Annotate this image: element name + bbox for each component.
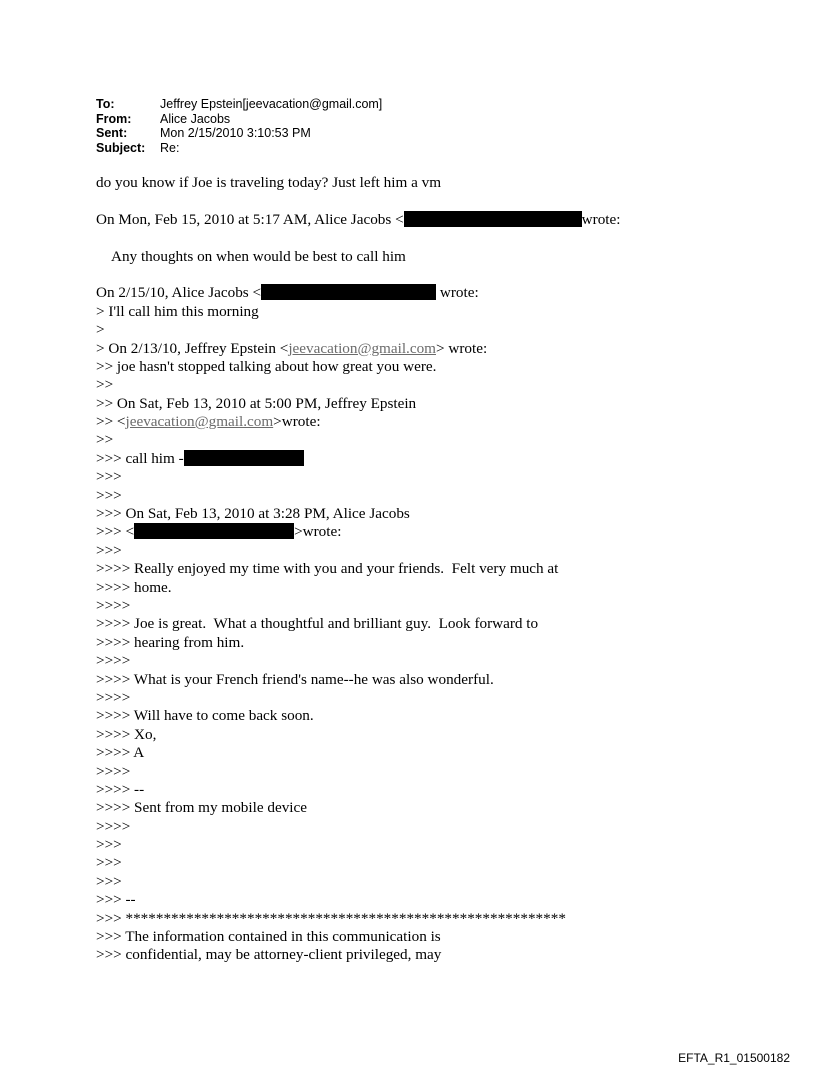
- to-row: [96, 97, 382, 112]
- quote-line: >>>>: [96, 762, 131, 780]
- document-id: EFTA_R1_01500182: [678, 1051, 790, 1065]
- quote-header-line: [96, 413, 756, 431]
- quote-header-text: On 2/15/10, Alice Jacobs <: [96, 284, 262, 302]
- quote-line: >>>: [96, 541, 122, 559]
- from-row: [96, 112, 382, 127]
- quote-header-text: On Mon, Feb 15, 2010 at 5:17 AM, Alice Jacobs <: [96, 210, 404, 228]
- from-label: From:: [96, 111, 132, 126]
- email-body: [96, 174, 756, 965]
- quote-line: >>> confidential, may be attorney-client privileged, may: [96, 946, 442, 964]
- body-line: do you know if Joe is traveling today? Just left him a vm: [96, 174, 442, 191]
- quote-line: >>>: [96, 468, 122, 486]
- quote-header-line: [96, 523, 756, 541]
- quote-line: >>>> Sent from my mobile device: [96, 799, 307, 817]
- email-link[interactable]: jeevacation@gmail.com: [288, 339, 436, 357]
- quote-header-wrote: wrote:: [436, 284, 479, 302]
- from-value: Alice Jacobs: [160, 111, 231, 126]
- quote-line: > I'll call him this morning: [96, 302, 259, 320]
- quote-header-line: [96, 211, 756, 229]
- to-label: To:: [96, 97, 115, 111]
- quote-line: >>>> Xo,: [96, 725, 157, 743]
- quote-line: >>>> A: [96, 744, 145, 762]
- quote-line: >>>>: [96, 817, 131, 835]
- quote-line: >>> **********************************************************: [96, 909, 566, 927]
- quote-line: >>>> What is your French friend's name--he was also wonderful.: [96, 670, 494, 688]
- subject-row: [96, 141, 382, 156]
- quote-line: >>>> home.: [96, 578, 172, 596]
- quote-text: >>> call him -: [96, 449, 184, 467]
- quote-header-text: >>> <: [96, 523, 135, 541]
- quote-line: >: [96, 321, 105, 339]
- quote-line: >>>> Will have to come back soon.: [96, 707, 314, 725]
- quote-header-text: >> <: [96, 413, 126, 431]
- quote-line: >> On Sat, Feb 13, 2010 at 5:00 PM, Jeffrey Epstein: [96, 394, 417, 412]
- quote-line: >>>: [96, 836, 122, 854]
- quote-line: >>>>: [96, 596, 131, 614]
- quote-line: >>>> hearing from him.: [96, 633, 245, 651]
- email-link[interactable]: jeevacation@gmail.com: [125, 413, 274, 431]
- quote-line: [96, 450, 756, 468]
- quote-line: >>>: [96, 872, 122, 890]
- redaction-box: [404, 211, 582, 227]
- redaction-box: [261, 284, 436, 300]
- quote-line: >>> On Sat, Feb 13, 2010 at 3:28 PM, Alice Jacobs: [96, 505, 410, 523]
- redaction-box: [184, 450, 304, 466]
- quote-line: >>>>: [96, 652, 131, 670]
- quote-header-wrote: >wrote:: [273, 413, 321, 431]
- quote-header-wrote: > wrote:: [436, 339, 488, 357]
- redaction-box: [134, 523, 294, 539]
- quote-line: >>>> Really enjoyed my time with you and your friends. Felt very much at: [96, 560, 559, 578]
- quote-line: >>>> Joe is great. What a thoughtful and brilliant guy. Look forward to: [96, 615, 539, 633]
- subject-value: Re:: [160, 140, 180, 155]
- quote-header-line: [96, 340, 756, 358]
- quote-line: >>>: [96, 486, 122, 504]
- quote-line: >>: [96, 431, 114, 449]
- quote-line: >>> The information contained in this communication is: [96, 928, 441, 946]
- quote-header-line: [96, 284, 756, 302]
- quote-header-text: > On 2/13/10, Jeffrey Epstein <: [96, 339, 289, 357]
- email-header: [96, 97, 382, 155]
- to-value: Jeffrey Epstein[jeevacation@gmail.com]: [160, 97, 383, 111]
- quote-line: >>: [96, 376, 114, 394]
- subject-label: Subject:: [96, 140, 146, 155]
- sent-value: Mon 2/15/2010 3:10:53 PM: [160, 126, 311, 141]
- sent-row: [96, 126, 382, 141]
- quote-line: >>>: [96, 854, 122, 872]
- quote-line: >>> --: [96, 891, 136, 909]
- quote-line: >> joe hasn't stopped talking about how great you were.: [96, 357, 437, 375]
- quote-header-wrote: wrote:: [581, 210, 621, 228]
- body-line: Any thoughts on when would be best to call him: [111, 247, 406, 265]
- quote-line: >>>> --: [96, 780, 145, 798]
- sent-label: Sent:: [96, 126, 128, 141]
- quote-header-wrote: >wrote:: [294, 523, 342, 541]
- quote-line: >>>>: [96, 688, 131, 706]
